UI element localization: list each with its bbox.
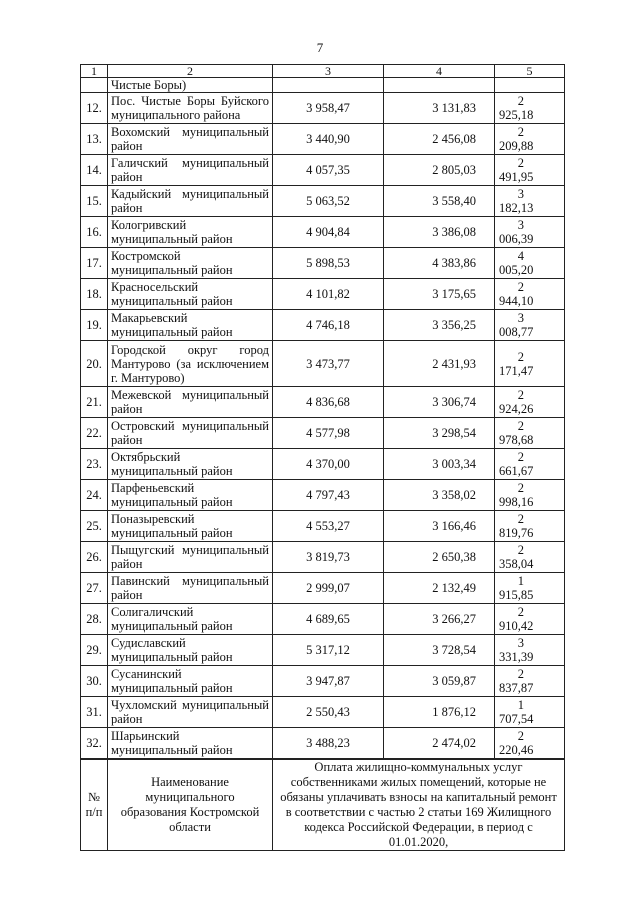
value-col4-cell: 3 386,08 xyxy=(384,217,495,248)
municipality-name-cell: Галичский муниципальный район xyxy=(108,155,273,186)
value-col5-cell: 1 707,54 xyxy=(495,697,565,728)
value-col5-cell: 2 910,42 xyxy=(495,604,565,635)
value-col5-cell: 2 837,87 xyxy=(495,666,565,697)
value-col4-cell: 3 266,27 xyxy=(384,604,495,635)
row-number-cell: 24. xyxy=(81,480,108,511)
table-row xyxy=(81,697,565,728)
value-col3-cell: 4 836,68 xyxy=(273,387,384,418)
municipality-name-cell: Островский муниципальный район xyxy=(108,418,273,449)
row-number-cell: 31. xyxy=(81,697,108,728)
municipality-name-cell: Октябрьский муниципальный район xyxy=(108,449,273,480)
municipality-name-cell: Солигаличский муниципальный район xyxy=(108,604,273,635)
value-col3-cell: 4 057,35 xyxy=(273,155,384,186)
row-number-cell: 16. xyxy=(81,217,108,248)
value-col5-cell: 2 171,47 xyxy=(495,341,565,387)
table-row xyxy=(81,604,565,635)
municipality-name-cell: Макарьевский муниципальный район xyxy=(108,310,273,341)
row-number-cell: 14. xyxy=(81,155,108,186)
table-row xyxy=(81,573,565,604)
table-row xyxy=(81,186,565,217)
tariff-table xyxy=(80,64,565,759)
table-row xyxy=(81,511,565,542)
empty-cell xyxy=(384,78,495,93)
value-col5-cell: 4 005,20 xyxy=(495,248,565,279)
row-number-cell: 23. xyxy=(81,449,108,480)
value-col5-cell: 2 924,26 xyxy=(495,387,565,418)
value-col3-cell: 4 689,65 xyxy=(273,604,384,635)
value-col4-cell: 4 383,86 xyxy=(384,248,495,279)
value-col3-cell: 4 904,84 xyxy=(273,217,384,248)
value-col3-cell: 3 819,73 xyxy=(273,542,384,573)
value-col4-cell: 2 650,38 xyxy=(384,542,495,573)
row-number-cell: 17. xyxy=(81,248,108,279)
continuation-text: Чистые Боры) xyxy=(108,78,273,93)
continuation-row xyxy=(81,78,565,93)
municipality-name-cell: Поназыревский муниципальный район xyxy=(108,511,273,542)
value-col5-cell: 2 925,18 xyxy=(495,93,565,124)
value-col3-cell: 3 958,47 xyxy=(273,93,384,124)
value-col5-cell: 2 358,04 xyxy=(495,542,565,573)
value-col5-cell: 2 944,10 xyxy=(495,279,565,310)
value-col3-cell: 4 746,18 xyxy=(273,310,384,341)
row-number-cell: 15. xyxy=(81,186,108,217)
table-row xyxy=(81,542,565,573)
value-col4-cell: 3 003,34 xyxy=(384,449,495,480)
municipality-name-cell: Парфеньевский муниципальный район xyxy=(108,480,273,511)
value-col4-cell: 1 876,12 xyxy=(384,697,495,728)
value-col3-cell: 4 577,98 xyxy=(273,418,384,449)
municipality-name-cell: Городской округ город Мантурово (за исключением г. Мантурово) xyxy=(108,341,273,387)
row-number-cell: 12. xyxy=(81,93,108,124)
table-row xyxy=(81,635,565,666)
next-table-header xyxy=(80,759,565,851)
row-number-cell: 26. xyxy=(81,542,108,573)
value-col5-cell: 3 331,39 xyxy=(495,635,565,666)
value-col4-cell: 3 358,02 xyxy=(384,480,495,511)
table-row xyxy=(81,387,565,418)
row-number-cell: 18. xyxy=(81,279,108,310)
row-number-cell: 32. xyxy=(81,728,108,759)
value-col5-cell: 2 978,68 xyxy=(495,418,565,449)
municipality-name-cell: Вохомский муниципальный район xyxy=(108,124,273,155)
table-row xyxy=(81,155,565,186)
value-col4-cell: 3 356,25 xyxy=(384,310,495,341)
table-row xyxy=(81,666,565,697)
empty-cell xyxy=(81,78,108,93)
value-col4-cell: 2 132,49 xyxy=(384,573,495,604)
column-number-cell: 1 xyxy=(81,65,108,78)
value-col3-cell: 3 947,87 xyxy=(273,666,384,697)
column-number-row xyxy=(81,65,565,78)
value-col4-cell: 3 298,54 xyxy=(384,418,495,449)
table-row xyxy=(81,217,565,248)
row-number-cell: 22. xyxy=(81,418,108,449)
row-number-cell: 30. xyxy=(81,666,108,697)
value-col3-cell: 2 999,07 xyxy=(273,573,384,604)
table-row xyxy=(81,341,565,387)
column-number-cell: 4 xyxy=(384,65,495,78)
municipality-name-cell: Павинский муниципальный район xyxy=(108,573,273,604)
value-col5-cell: 2 491,95 xyxy=(495,155,565,186)
table-row xyxy=(81,279,565,310)
table-row xyxy=(81,728,565,759)
municipality-name-cell: Кадыйский муниципальный район xyxy=(108,186,273,217)
table-row xyxy=(81,124,565,155)
row-number-cell: 21. xyxy=(81,387,108,418)
municipality-name-cell: Пыщугский муниципальный район xyxy=(108,542,273,573)
value-col3-cell: 4 101,82 xyxy=(273,279,384,310)
value-col4-cell: 2 805,03 xyxy=(384,155,495,186)
municipality-name-cell: Красносельский муниципальный район xyxy=(108,279,273,310)
header-number-cell: № п/п xyxy=(81,760,108,851)
table-row xyxy=(81,480,565,511)
table-row xyxy=(81,93,565,124)
header-payment-cell: Оплата жилищно-коммунальных услуг собственниками жилых помещений, которые не обязаны уплачивать взносы на капитальный ремонт в соответствии с частью 2 статьи 169 Жилищного кодекса Российской Федерации, в период с 01.01.2020, xyxy=(273,760,565,851)
value-col3-cell: 5 317,12 xyxy=(273,635,384,666)
value-col5-cell: 1 915,85 xyxy=(495,573,565,604)
value-col3-cell: 4 370,00 xyxy=(273,449,384,480)
value-col3-cell: 4 553,27 xyxy=(273,511,384,542)
municipality-name-cell: Кологривский муниципальный район xyxy=(108,217,273,248)
municipality-name-cell: Сусанинский муниципальный район xyxy=(108,666,273,697)
municipality-name-cell: Шарьинский муниципальный район xyxy=(108,728,273,759)
empty-cell xyxy=(273,78,384,93)
value-col5-cell: 2 220,46 xyxy=(495,728,565,759)
value-col5-cell: 2 661,67 xyxy=(495,449,565,480)
municipality-name-cell: Межевской муниципальный район xyxy=(108,387,273,418)
row-number-cell: 19. xyxy=(81,310,108,341)
row-number-cell: 29. xyxy=(81,635,108,666)
municipality-name-cell: Судиславский муниципальный район xyxy=(108,635,273,666)
column-number-cell: 2 xyxy=(108,65,273,78)
value-col5-cell: 2 819,76 xyxy=(495,511,565,542)
empty-cell xyxy=(495,78,565,93)
value-col3-cell: 2 550,43 xyxy=(273,697,384,728)
table-row xyxy=(81,248,565,279)
value-col4-cell: 3 131,83 xyxy=(384,93,495,124)
row-number-cell: 28. xyxy=(81,604,108,635)
value-col4-cell: 3 728,54 xyxy=(384,635,495,666)
municipality-name-cell: Костромской муниципальный район xyxy=(108,248,273,279)
table-row xyxy=(81,310,565,341)
page-number: 7 xyxy=(316,40,324,55)
table-row xyxy=(81,449,565,480)
value-col4-cell: 3 175,65 xyxy=(384,279,495,310)
header-name-cell: Наименование муниципального образования Костромской области xyxy=(108,760,273,851)
value-col4-cell: 2 431,93 xyxy=(384,341,495,387)
value-col5-cell: 3 008,77 xyxy=(495,310,565,341)
value-col4-cell: 3 558,40 xyxy=(384,186,495,217)
value-col4-cell: 3 059,87 xyxy=(384,666,495,697)
row-number-cell: 13. xyxy=(81,124,108,155)
value-col3-cell: 3 440,90 xyxy=(273,124,384,155)
value-col4-cell: 3 306,74 xyxy=(384,387,495,418)
row-number-cell: 27. xyxy=(81,573,108,604)
column-number-cell: 3 xyxy=(273,65,384,78)
value-col3-cell: 3 488,23 xyxy=(273,728,384,759)
value-col4-cell: 3 166,46 xyxy=(384,511,495,542)
value-col5-cell: 2 998,16 xyxy=(495,480,565,511)
row-number-cell: 25. xyxy=(81,511,108,542)
municipality-name-cell: Пос. Чистые Боры Буйского муниципального района xyxy=(108,93,273,124)
value-col3-cell: 3 473,77 xyxy=(273,341,384,387)
value-col5-cell: 2 209,88 xyxy=(495,124,565,155)
value-col5-cell: 3 182,13 xyxy=(495,186,565,217)
value-col4-cell: 2 456,08 xyxy=(384,124,495,155)
municipality-name-cell: Чухломский муниципальный район xyxy=(108,697,273,728)
table-row xyxy=(81,418,565,449)
value-col3-cell: 4 797,43 xyxy=(273,480,384,511)
value-col4-cell: 2 474,02 xyxy=(384,728,495,759)
row-number-cell: 20. xyxy=(81,341,108,387)
value-col3-cell: 5 063,52 xyxy=(273,186,384,217)
column-number-cell: 5 xyxy=(495,65,565,78)
value-col5-cell: 3 006,39 xyxy=(495,217,565,248)
value-col3-cell: 5 898,53 xyxy=(273,248,384,279)
